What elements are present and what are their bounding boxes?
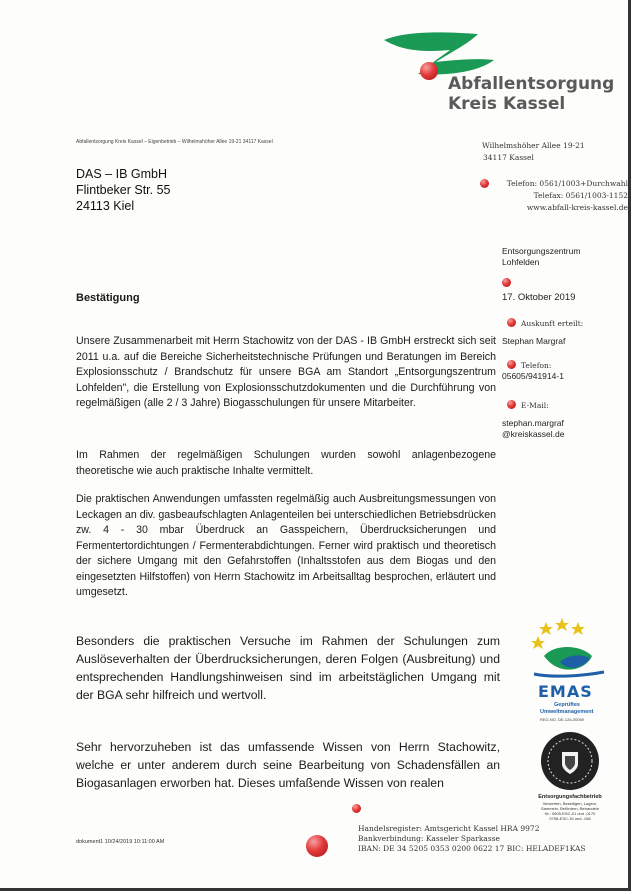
recipient-company: DAS – IB GmbH bbox=[76, 167, 167, 181]
tel-bullet-icon bbox=[507, 360, 516, 369]
mail-label: E-Mail: bbox=[521, 401, 549, 410]
seal-line2: Sammeln, Befördern, Behandeln bbox=[540, 806, 600, 811]
footer-small-dot-icon bbox=[352, 804, 361, 813]
emas-sub1: Geprüftes bbox=[554, 702, 580, 708]
tel-label: Telefon: bbox=[521, 361, 552, 370]
mail-value-line1: stephan.margraf bbox=[502, 418, 564, 428]
location-block bbox=[502, 246, 622, 268]
sender-return-line: Abfallentsorgung Kreis Kassel – Eigenbetrieb – Wilhelmshöher Allee 19-21 34117 Kassel bbox=[76, 139, 273, 145]
paragraph-3: Die praktischen Anwendungen umfassten regelmäßig auch Ausbreitungsmessungen von Leckagen an div. gasbeaufschlagten Anlagenteilen bei unterschiedlichen Betriebsdrücken zw. 4 - 30 mbar Überdruck an Gasspeichern, Überdrucksicherungen und Fermentertordichtungen / Fermenterabdichtungen. Ferner wird praktisch und theoretisch der sichere Umgang mit den Gefahrstoffen (Inhaltsstofen aus dem Biogas und den eingesetzten Hilfstoffen) von Herrn Stachowitz im Arbeitsalltag besprochen, erläutert und umgesetzt. bbox=[76, 493, 496, 598]
paragraph-4: Besonders die praktischen Versuche im Rahmen der Schulungen zum Auslöseverhalten der Überdrucksicherungen, deren Folgen (Ausbreitung) und entsprechenden Handlungshinweisen sind im arbeitstäglichen Umgang mit der BGA sehr hilfreich und wertvoll. bbox=[76, 634, 500, 702]
document-id: dokument1 10/24/2019 10:11:00 AM bbox=[76, 839, 165, 845]
emas-reg-number: REG.NO. DE-126-00069 bbox=[540, 717, 585, 722]
bank-name: Bankverbindung: Kasseler Sparkasse bbox=[358, 834, 500, 843]
contact-block bbox=[494, 178, 628, 214]
fax-line: Telefax: 0561/1003-1152 bbox=[533, 191, 628, 200]
phone-line: Telefon: 0561/1003+Durchwahl bbox=[506, 179, 628, 188]
tel-value: 05605/941914-1 bbox=[502, 371, 564, 381]
mail-value-line2: @kreiskassel.de bbox=[502, 429, 565, 439]
sender-address-block bbox=[482, 140, 622, 164]
emas-logo bbox=[530, 618, 608, 730]
seal-line4: 0798-ESC-15 und -158 bbox=[549, 816, 591, 821]
emas-label: EMAS bbox=[538, 682, 593, 701]
paragraph-2: Im Rahmen der regelmäßigen Schulungen wurden sowohl anlagenbezogene theoretische wie auch praktische Inhalte vermittelt. bbox=[76, 449, 496, 477]
info-label: Auskunft erteilt: bbox=[521, 319, 584, 328]
mail-value bbox=[502, 418, 564, 440]
seal-line3: Nr.: 0605-ESC-01 und -0170 bbox=[544, 811, 596, 816]
recipient-address bbox=[76, 166, 171, 214]
paragraph-1: Unsere Zusammenarbeit mit Herrn Stachowitz von der DAS - IB GmbH erstreckt sich seit 2011 u.a. auf die Bereiche Sicherheitstechnische Prüfungen und Beratungen im Bereich Explosionsschutz / Brandschutz für unsere BGA am Standort „Entsorgungszentrum Lohfelden", die Erstellung von Explosionsschutzdokumenten und die Durchführung von regelmäßigen (alle 2 / 3 Jahre) Biogasschulungen für unsere Mitarbeiter. bbox=[76, 335, 496, 409]
sender-street: Wilhelmshöher Allee 19-21 bbox=[482, 141, 585, 150]
emas-stars-icon bbox=[530, 618, 608, 684]
footer-large-dot-icon bbox=[306, 835, 328, 857]
emas-sub2: Umweltmanagement bbox=[540, 709, 594, 715]
company-registry-block bbox=[358, 824, 618, 854]
certification-seal bbox=[530, 730, 610, 820]
company-logo bbox=[378, 30, 615, 120]
phone-bullet-icon bbox=[480, 179, 489, 188]
bank-iban: IBAN: DE 34 5205 0353 0200 0622 17 BIC: HELADEF1KAS bbox=[358, 844, 586, 853]
paragraph-5: Sehr hervorzuheben ist das umfassende Wissen von Herrn Stachowitz, welche er unter anderem durch seine Bearbeitung von Schadensfällen an Biogasanlagen erworben hat. Dieses umfaßende Wissen von realen bbox=[76, 740, 500, 790]
location-line2: Lohfelden bbox=[502, 257, 540, 267]
info-bullet-icon bbox=[507, 318, 516, 327]
website-link: www.abfall-kreis-kassel.de bbox=[526, 203, 628, 212]
logo-title-line1: Abfallentsorgung bbox=[448, 74, 615, 94]
recipient-street: Flintbeker Str. 55 bbox=[76, 183, 171, 197]
letter-date: 17. Oktober 2019 bbox=[502, 292, 576, 303]
contact-person: Stephan Margraf bbox=[502, 336, 566, 346]
commercial-register: Handelsregister: Amtsgericht Kassel HRA 9972 bbox=[358, 824, 540, 833]
seal-emblem-icon bbox=[539, 730, 601, 792]
mail-bullet-icon bbox=[507, 400, 516, 409]
seal-title: Entsorgungsfachbetrieb bbox=[538, 794, 602, 800]
recipient-city: 24113 Kiel bbox=[76, 199, 135, 213]
letter-subject: Bestätigung bbox=[76, 292, 140, 304]
location-line1: Entsorgungszentrum bbox=[502, 246, 581, 256]
seal-line1: Verwerten, Beseitigen, Lagern, bbox=[542, 801, 598, 806]
sender-city: 34117 Kassel bbox=[483, 153, 534, 162]
logo-red-dot-icon bbox=[420, 62, 438, 80]
seal-details bbox=[530, 801, 610, 821]
logo-title-line2: Kreis Kassel bbox=[448, 94, 566, 114]
date-bullet-icon bbox=[502, 278, 511, 287]
